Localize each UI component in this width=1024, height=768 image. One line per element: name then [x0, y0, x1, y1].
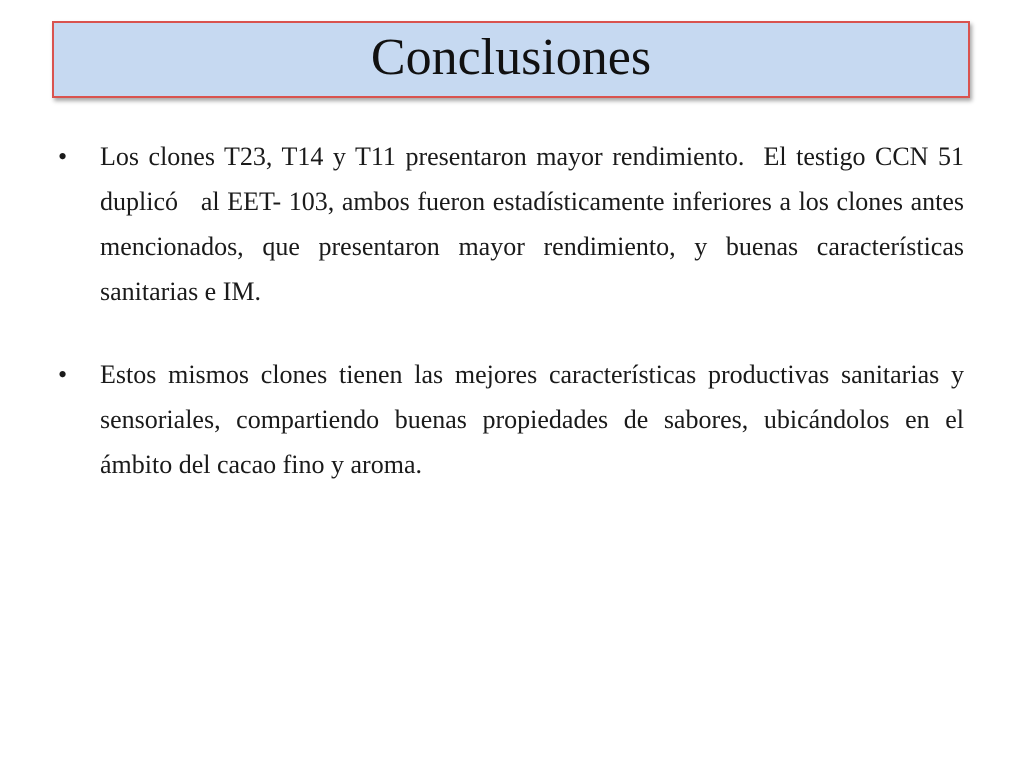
bullet-text: Estos mismos clones tienen las mejores características productivas sanitarias y sensoriales, compartiendo buenas propiedades de sabores, ubicándolos en el ámbito del cacao fino y aroma. [100, 360, 971, 479]
title-box [52, 21, 970, 98]
bullet-icon: • [58, 360, 68, 389]
bullet-icon: • [58, 142, 68, 171]
list-item [58, 134, 984, 314]
bullet-text: Los clones T23, T14 y T11 presentaron mayor rendimiento. El testigo CCN 51 duplicó al EET- 103, ambos fueron estadísticamente inferiores a los clones antes mencionados, que presentaron mayor rendimiento, y buenas características sanitarias e IM. [100, 142, 984, 306]
bullet-list [58, 134, 984, 525]
page-title: Conclusiones [370, 28, 652, 86]
list-item [58, 352, 971, 487]
